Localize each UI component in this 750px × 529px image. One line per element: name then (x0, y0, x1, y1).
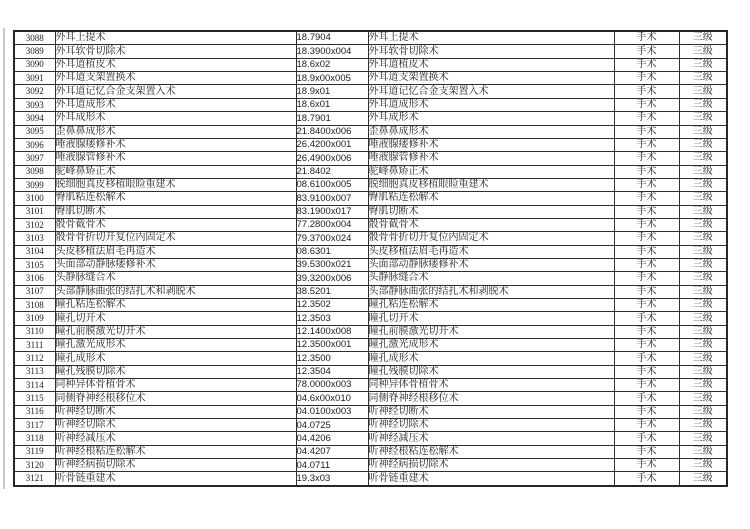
category-cell: 手术 (614, 472, 679, 486)
procedure-name-cell: 同侧脊神经根移位术 (55, 392, 296, 405)
row-number-cell: 3092 (14, 85, 55, 98)
level-cell: 三级 (679, 178, 727, 191)
procedure-code-cell: 83.9100x007 (296, 192, 368, 205)
procedure-name-repeat-cell: 脱细胞真皮移植眼睑重建术 (368, 178, 614, 191)
level-cell: 三级 (679, 72, 727, 85)
procedure-code-cell: 79.3700x024 (296, 232, 368, 245)
level-cell: 三级 (679, 325, 727, 338)
procedure-code-cell: 12.3503 (296, 312, 368, 325)
procedure-name-cell: 听神经减压术 (55, 432, 296, 445)
procedure-code-cell: 18.6x01 (296, 98, 368, 111)
row-number-cell: 3088 (14, 31, 55, 45)
level-cell: 三级 (679, 31, 727, 45)
level-cell: 三级 (679, 272, 727, 285)
procedure-code-cell: 08.6100x005 (296, 178, 368, 191)
procedure-name-repeat-cell: 头面部动静脉瘘修补术 (368, 258, 614, 271)
table-row (14, 125, 727, 138)
procedure-name-repeat-cell: 同侧脊神经根移位术 (368, 392, 614, 405)
table-row (14, 218, 727, 231)
procedure-name-cell: 外耳软骨切除术 (55, 45, 296, 58)
level-cell: 三级 (679, 365, 727, 378)
procedure-name-cell: 听神经切断术 (55, 405, 296, 418)
procedure-code-cell: 18.9x01 (296, 85, 368, 98)
category-cell: 手术 (614, 205, 679, 218)
category-cell: 手术 (614, 152, 679, 165)
category-cell: 手术 (614, 218, 679, 231)
level-cell: 三级 (679, 392, 727, 405)
level-cell: 三级 (679, 258, 727, 271)
category-cell: 手术 (614, 405, 679, 418)
procedure-name-cell: 骰骨截骨术 (55, 218, 296, 231)
row-number-cell: 3121 (14, 472, 55, 486)
table-row (14, 352, 727, 365)
procedure-name-cell: 外耳道支架置换术 (55, 72, 296, 85)
row-number-cell: 3090 (14, 58, 55, 71)
category-cell: 手术 (614, 258, 679, 271)
procedure-name-repeat-cell: 外耳道植皮术 (368, 58, 614, 71)
row-number-cell: 3120 (14, 459, 55, 472)
procedure-code-cell: 12.3504 (296, 365, 368, 378)
row-number-cell: 3107 (14, 285, 55, 298)
procedure-name-repeat-cell: 瞳孔前膜激光切开术 (368, 325, 614, 338)
table-row (14, 472, 727, 486)
category-cell: 手术 (614, 245, 679, 258)
category-cell: 手术 (614, 312, 679, 325)
table-row (14, 339, 727, 352)
level-cell: 三级 (679, 445, 727, 458)
procedure-name-repeat-cell: 听骨链重建术 (368, 472, 614, 486)
procedure-name-repeat-cell: 听神经根粘连松解术 (368, 445, 614, 458)
level-cell: 三级 (679, 85, 727, 98)
procedure-table (13, 30, 728, 487)
procedure-name-repeat-cell: 外耳道支架置换术 (368, 72, 614, 85)
procedure-name-cell: 歪鼻鼻成形术 (55, 125, 296, 138)
level-cell: 三级 (679, 352, 727, 365)
category-cell: 手术 (614, 192, 679, 205)
level-cell: 三级 (679, 379, 727, 392)
procedure-code-cell: 04.0100x003 (296, 405, 368, 418)
category-cell: 手术 (614, 445, 679, 458)
procedure-name-repeat-cell: 听神经减压术 (368, 432, 614, 445)
procedure-code-cell: 04.0725 (296, 419, 368, 432)
row-number-cell: 3108 (14, 298, 55, 311)
procedure-name-repeat-cell: 歪鼻鼻成形术 (368, 125, 614, 138)
procedure-name-repeat-cell: 听神经病损切除术 (368, 459, 614, 472)
procedure-name-cell: 瞳孔粘连松解术 (55, 298, 296, 311)
row-number-cell: 3114 (14, 379, 55, 392)
category-cell: 手术 (614, 352, 679, 365)
procedure-name-repeat-cell: 外耳道记忆合金支架置入术 (368, 85, 614, 98)
procedure-name-cell: 头面部动静脉瘘修补术 (55, 258, 296, 271)
procedure-name-repeat-cell: 外耳软骨切除术 (368, 45, 614, 58)
procedure-name-cell: 听神经切除术 (55, 419, 296, 432)
procedure-code-cell: 04.4206 (296, 432, 368, 445)
procedure-name-repeat-cell: 瞳孔成形术 (368, 352, 614, 365)
category-cell: 手术 (614, 298, 679, 311)
category-cell: 手术 (614, 31, 679, 45)
level-cell: 三级 (679, 285, 727, 298)
procedure-code-cell: 04.6x00x010 (296, 392, 368, 405)
table-row (14, 379, 727, 392)
category-cell: 手术 (614, 112, 679, 125)
procedure-name-repeat-cell: 唾液腺管修补术 (368, 152, 614, 165)
level-cell: 三级 (679, 405, 727, 418)
procedure-name-repeat-cell: 臀肌粘连松解术 (368, 192, 614, 205)
procedure-name-repeat-cell: 听神经切除术 (368, 419, 614, 432)
procedure-name-repeat-cell: 头静脉缝合术 (368, 272, 614, 285)
category-cell: 手术 (614, 272, 679, 285)
level-cell: 三级 (679, 339, 727, 352)
level-cell: 三级 (679, 112, 727, 125)
procedure-name-cell: 头皮移植法眉毛再造术 (55, 245, 296, 258)
category-cell: 手术 (614, 285, 679, 298)
procedure-code-cell: 26.4200x001 (296, 138, 368, 151)
category-cell: 手术 (614, 392, 679, 405)
level-cell: 三级 (679, 152, 727, 165)
table-row (14, 112, 727, 125)
procedure-name-repeat-cell: 瞳孔粘连松解术 (368, 298, 614, 311)
procedure-code-cell: 19.3x03 (296, 472, 368, 486)
procedure-code-cell: 78.0000x003 (296, 379, 368, 392)
table-row (14, 178, 727, 191)
category-cell: 手术 (614, 419, 679, 432)
category-cell: 手术 (614, 339, 679, 352)
procedure-name-cell: 头静脉缝合术 (55, 272, 296, 285)
row-number-cell: 3101 (14, 205, 55, 218)
category-cell: 手术 (614, 325, 679, 338)
row-number-cell: 3100 (14, 192, 55, 205)
row-number-cell: 3116 (14, 405, 55, 418)
procedure-code-cell: 12.3502 (296, 298, 368, 311)
row-number-cell: 3113 (14, 365, 55, 378)
table-row (14, 405, 727, 418)
procedure-name-repeat-cell: 外耳上提术 (368, 31, 614, 45)
row-number-cell: 3111 (14, 339, 55, 352)
procedure-code-cell: 12.3500x001 (296, 339, 368, 352)
procedure-name-repeat-cell: 驼峰鼻矫正术 (368, 165, 614, 178)
row-number-cell: 3106 (14, 272, 55, 285)
row-number-cell: 3098 (14, 165, 55, 178)
table-row (14, 272, 727, 285)
row-number-cell: 3102 (14, 218, 55, 231)
row-number-cell: 3112 (14, 352, 55, 365)
procedure-code-cell: 83.1900x017 (296, 205, 368, 218)
level-cell: 三级 (679, 232, 727, 245)
level-cell: 三级 (679, 205, 727, 218)
category-cell: 手术 (614, 72, 679, 85)
table-row (14, 205, 727, 218)
procedure-code-cell: 12.1400x008 (296, 325, 368, 338)
table-row (14, 245, 727, 258)
procedure-name-repeat-cell: 同种异体骨植骨术 (368, 379, 614, 392)
category-cell: 手术 (614, 165, 679, 178)
table-row (14, 72, 727, 85)
table-row (14, 98, 727, 111)
procedure-name-cell: 听神经病损切除术 (55, 459, 296, 472)
category-cell: 手术 (614, 365, 679, 378)
table-row (14, 152, 727, 165)
category-cell: 手术 (614, 98, 679, 111)
procedure-name-repeat-cell: 臀肌切断术 (368, 205, 614, 218)
row-number-cell: 3089 (14, 45, 55, 58)
level-cell: 三级 (679, 58, 727, 71)
procedure-name-cell: 外耳道成形术 (55, 98, 296, 111)
procedure-code-cell: 08.6301 (296, 245, 368, 258)
table-row (14, 58, 727, 71)
category-cell: 手术 (614, 232, 679, 245)
table-row (14, 365, 727, 378)
procedure-name-repeat-cell: 唾液腺瘘修补术 (368, 138, 614, 151)
table-row (14, 85, 727, 98)
procedure-name-repeat-cell: 瞳孔激光成形术 (368, 339, 614, 352)
level-cell: 三级 (679, 432, 727, 445)
level-cell: 三级 (679, 98, 727, 111)
table-row (14, 232, 727, 245)
procedure-name-repeat-cell: 瞳孔残膜切除术 (368, 365, 614, 378)
level-cell: 三级 (679, 419, 727, 432)
level-cell: 三级 (679, 245, 727, 258)
level-cell: 三级 (679, 45, 727, 58)
procedure-code-cell: 21.8400x006 (296, 125, 368, 138)
procedure-name-repeat-cell: 听神经切断术 (368, 405, 614, 418)
procedure-name-cell: 骰骨骨折切开复位内固定术 (55, 232, 296, 245)
procedure-code-cell: 18.7901 (296, 112, 368, 125)
procedure-name-repeat-cell: 瞳孔切开术 (368, 312, 614, 325)
row-number-cell: 3105 (14, 258, 55, 271)
procedure-name-cell: 听骨链重建术 (55, 472, 296, 486)
row-number-cell: 3117 (14, 419, 55, 432)
level-cell: 三级 (679, 472, 727, 486)
procedure-code-cell: 77.2800x004 (296, 218, 368, 231)
procedure-name-cell: 唾液腺管修补术 (55, 152, 296, 165)
procedure-code-cell: 04.0711 (296, 459, 368, 472)
procedure-code-cell: 12.3500 (296, 352, 368, 365)
table-row (14, 432, 727, 445)
procedure-name-repeat-cell: 头部静脉曲张的结扎术和剥脱术 (368, 285, 614, 298)
level-cell: 三级 (679, 312, 727, 325)
procedure-code-cell: 18.3900x004 (296, 45, 368, 58)
level-cell: 三级 (679, 125, 727, 138)
category-cell: 手术 (614, 125, 679, 138)
level-cell: 三级 (679, 138, 727, 151)
row-number-cell: 3091 (14, 72, 55, 85)
table-row (14, 419, 727, 432)
table-row (14, 45, 727, 58)
procedure-name-cell: 听神经根粘连松解术 (55, 445, 296, 458)
table-row (14, 31, 727, 45)
procedure-code-cell: 04.4207 (296, 445, 368, 458)
procedure-name-cell: 外耳道植皮术 (55, 58, 296, 71)
category-cell: 手术 (614, 379, 679, 392)
row-number-cell: 3099 (14, 178, 55, 191)
procedure-name-cell: 瞳孔残膜切除术 (55, 365, 296, 378)
procedure-name-cell: 臀肌粘连松解术 (55, 192, 296, 205)
procedure-name-cell: 瞳孔前膜激光切开术 (55, 325, 296, 338)
procedure-name-repeat-cell: 外耳成形术 (368, 112, 614, 125)
procedure-code-cell: 39.3200x006 (296, 272, 368, 285)
table-row (14, 445, 727, 458)
procedure-name-cell: 头部静脉曲张的结扎术和剥脱术 (55, 285, 296, 298)
row-number-cell: 3097 (14, 152, 55, 165)
table-row (14, 459, 727, 472)
procedure-code-cell: 18.7904 (296, 31, 368, 45)
category-cell: 手术 (614, 178, 679, 191)
procedure-name-cell: 瞳孔切开术 (55, 312, 296, 325)
row-number-cell: 3118 (14, 432, 55, 445)
procedure-name-cell: 同种异体骨植骨术 (55, 379, 296, 392)
procedure-name-repeat-cell: 骰骨截骨术 (368, 218, 614, 231)
procedure-name-cell: 外耳上提术 (55, 31, 296, 45)
procedure-name-cell: 瞳孔激光成形术 (55, 339, 296, 352)
procedure-name-repeat-cell: 外耳道成形术 (368, 98, 614, 111)
level-cell: 三级 (679, 165, 727, 178)
category-cell: 手术 (614, 58, 679, 71)
row-number-cell: 3103 (14, 232, 55, 245)
procedure-code-cell: 18.9x00x005 (296, 72, 368, 85)
procedure-code-cell: 21.8402 (296, 165, 368, 178)
procedure-code-cell: 39.5300x021 (296, 258, 368, 271)
procedure-name-repeat-cell: 头皮移植法眉毛再造术 (368, 245, 614, 258)
row-number-cell: 3115 (14, 392, 55, 405)
row-number-cell: 3096 (14, 138, 55, 151)
level-cell: 三级 (679, 218, 727, 231)
procedure-name-cell: 瞳孔成形术 (55, 352, 296, 365)
level-cell: 三级 (679, 192, 727, 205)
row-number-cell: 3119 (14, 445, 55, 458)
row-number-cell: 3095 (14, 125, 55, 138)
procedure-name-cell: 脱细胞真皮移植眼睑重建术 (55, 178, 296, 191)
row-number-cell: 3093 (14, 98, 55, 111)
table-row (14, 285, 727, 298)
table-row (14, 298, 727, 311)
table-row (14, 392, 727, 405)
procedure-name-repeat-cell: 骰骨骨折切开复位内固定术 (368, 232, 614, 245)
procedure-name-cell: 外耳成形术 (55, 112, 296, 125)
procedure-code-cell: 18.6x02 (296, 58, 368, 71)
procedure-name-cell: 唾液腺瘘修补术 (55, 138, 296, 151)
category-cell: 手术 (614, 459, 679, 472)
row-number-cell: 3094 (14, 112, 55, 125)
table-row (14, 165, 727, 178)
page-edge-line (3, 28, 5, 489)
table-row (14, 325, 727, 338)
procedure-name-cell: 外耳道记忆合金支架置入术 (55, 85, 296, 98)
row-number-cell: 3104 (14, 245, 55, 258)
category-cell: 手术 (614, 432, 679, 445)
category-cell: 手术 (614, 85, 679, 98)
procedure-name-cell: 臀肌切断术 (55, 205, 296, 218)
category-cell: 手术 (614, 138, 679, 151)
procedure-code-cell: 26.4900x006 (296, 152, 368, 165)
table-row (14, 312, 727, 325)
procedure-table-body (14, 31, 727, 486)
procedure-name-cell: 驼峰鼻矫正术 (55, 165, 296, 178)
table-row (14, 138, 727, 151)
row-number-cell: 3110 (14, 325, 55, 338)
table-row (14, 192, 727, 205)
row-number-cell: 3109 (14, 312, 55, 325)
category-cell: 手术 (614, 45, 679, 58)
table-row (14, 258, 727, 271)
procedure-code-cell: 38.5201 (296, 285, 368, 298)
level-cell: 三级 (679, 459, 727, 472)
level-cell: 三级 (679, 298, 727, 311)
